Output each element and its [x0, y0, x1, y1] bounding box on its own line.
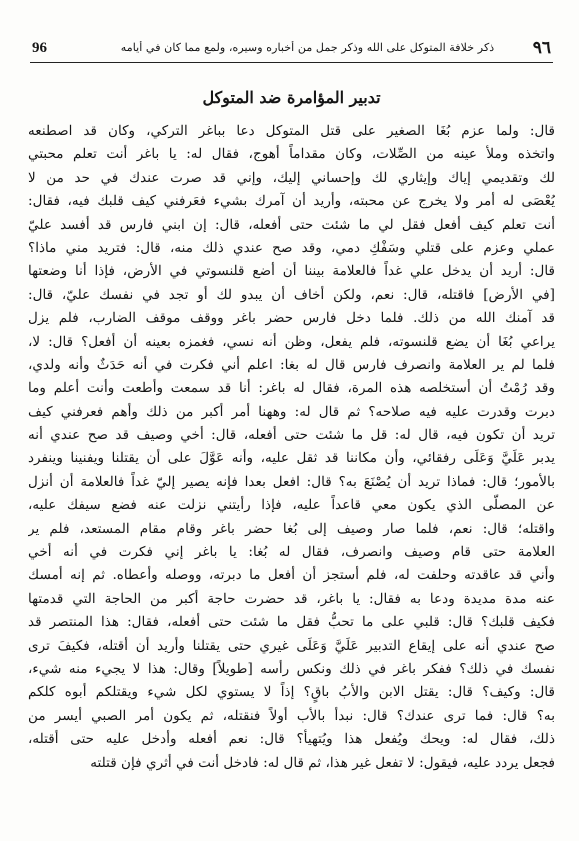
text-line: العلامة حتى قام وصيف وانصرف، فقال له بُغا: يا باغر إني فكرت في أنه أخي	[28, 544, 555, 561]
text-line: به؟ قال: فما ترى عندك؟ قال: نبدأ بالأب أولاً فنقتله، ثم يكون أمر الصبي أيسر من	[28, 707, 555, 724]
text-line: يراعي بُغَا أن يضع قلنسوته، فلم يفعل، وظن أنه نسي، فغمزه بعينه أن أفعل؟ قال: لا،	[28, 333, 555, 350]
running-header	[30, 36, 553, 60]
text-line: نفسك في ذلك؟ ففكر باغر في ذلك ونكس رأسه [طويلاً] وقال: هذا لا يجيء منه شيء،	[28, 660, 555, 677]
text-line: قال: ولما عزم بُغَا الصغير على قتل المتوكل دعا بباغر التركي، وكان قد اصطنعه	[28, 123, 555, 139]
text-line: عملي وعزم على قتلي وسَفْكِ دمي، وقد صح عندي ذلك منه، قال: فتريد مني ماذا؟	[28, 239, 555, 256]
text-line: ذلك، فقال له: ويحك ويُفعل هذا ويُتهيأ؟ قال: نعم أفعله وأدخل عليه حتى أقتله،	[28, 731, 555, 748]
text-line: قد آمنك الله من ذلك. فلما دخل فارس حضر باغر ووقف موقف الضارب، فلم يزل	[28, 310, 555, 327]
text-line: فجعل يردد عليه، فيقول: لا تفعل غير هذا، ثم قال له: فادخل أنت في أثري فإن قتلته	[90, 754, 555, 771]
page-number-latin: 96	[32, 40, 47, 56]
text-line: أنت تعلم كيف أفعل فقل لي ما شئت حتى أفعله، قال: إن ابني فارس قد أفسد عليّ	[28, 216, 555, 233]
running-title: ذكر خلافة المتوكل على الله وذكر جمل من أخباره وسيره، ولمع مما كان في أيامه	[120, 41, 495, 54]
text-line: دبرت وقدرت عليه فيه صلاحه؟ ثم قال له: وههنا أمر أكبر من ذلك وأهم فعرفني كيف	[28, 403, 555, 420]
text-line: صح عندي أنه على إيقاع التدبير عَلَيَّ وَعَلَى غيري حتى يقتلنا وأريد أن أقتله، فكيفَ ترى	[28, 637, 555, 654]
header-divider	[30, 62, 553, 63]
section-title: تدبير المؤامرة ضد المتوكل	[202, 88, 381, 107]
text-line: واقتله؛ قال: نعم، فلما صار وصيف إلى بُغا حضر باغر وقام مقام المستعد، فلم ير	[28, 520, 555, 537]
text-line: لك وتقديمي إياك وإيثاري لك وإحساني إليك، وإني قد صرت عندك في حد من لا	[28, 169, 555, 186]
text-line: وأني قد عاقدته وحلفت له، فلم أستجز أن أفعل ما دبرته، ووصله وأعطاه. ثم إنه أمسك	[28, 567, 555, 584]
text-line: بالأمور؛ قال: فماذا تريد أن يُصْنَعَ به؟ قال: افعل بعدا فإنه يصير إليّ غداً فالعلامة أن أنزل	[28, 473, 555, 490]
text-line: يُعْصَى له أمر ولا يخرج عن محبته، وأريد أن آمرك بشيء فعَرفني كيف قلبك فيه، فقال:	[28, 193, 555, 210]
text-line: عنه مدة مديدة ودعا به فقال: يا باغر، قد حضرت حاجة أكبر من الحاجة التي قدمتها	[28, 590, 555, 607]
text-line: فكيف قلبك؟ قال: قلبي على ما تحبُّ فقل ما شئت حتى أفعله، فقال: هذا المنتصر قد	[28, 614, 555, 631]
text-line: يدبر عَلَيَّ وَعَلَى رفقائي، وأن مكاننا قد ثقل عليه، وأنه عَوَّلَ على أن يقتلنا ويفنينا وينفرد	[28, 450, 555, 467]
text-line: واتخذه وملأ عينه من الصِّلات، وكان مقداماً أهوج، فقال له: يا باغر أنت تعلم محبتي	[28, 146, 555, 163]
text-line: فلما لم ير العلامة وانصرف فارس قال له بغا: اعلم أني فكرت في أنه حَدَثٌ وأنه ولدي،	[28, 356, 555, 373]
page-number-arabic: ٩٦	[532, 38, 551, 58]
text-line: عن المصلّى الذي يكون معي قاعداً عليه، فإذا رأيتني نزلت عنه فضع سيفك عليه،	[28, 497, 555, 514]
text-line: وقد رُمْتُ أن أستخلصه هذه المرة، فقال له باغر: أنا قد سمعت وأطعت وأنت أعلم وما	[28, 380, 555, 397]
text-line: قال: وكيف؟ قال: يقتل الابن والأبُ باقٍ؟ إذاً لا يستوي لكل شيء ويقتلكم أبوه كلكم	[28, 684, 555, 701]
body-text	[28, 120, 555, 775]
text-line: تريد أن تكون فيه، قال له: قل ما شئت حتى أفعله، قال: أخي وصيف قد صح عندي أنه	[28, 427, 555, 444]
text-line: [في الأرض] فاقتله، قال: نعم، ولكن أخاف أن يبدو لك أو تجد في نفسك عليّ، قال:	[28, 286, 555, 303]
text-line: قال: أريد أن يدخل علي غداً فالعلامة بيننا أن أضع قلنسوتي في الأرض، فإذا أنا وضعتها	[28, 263, 555, 280]
